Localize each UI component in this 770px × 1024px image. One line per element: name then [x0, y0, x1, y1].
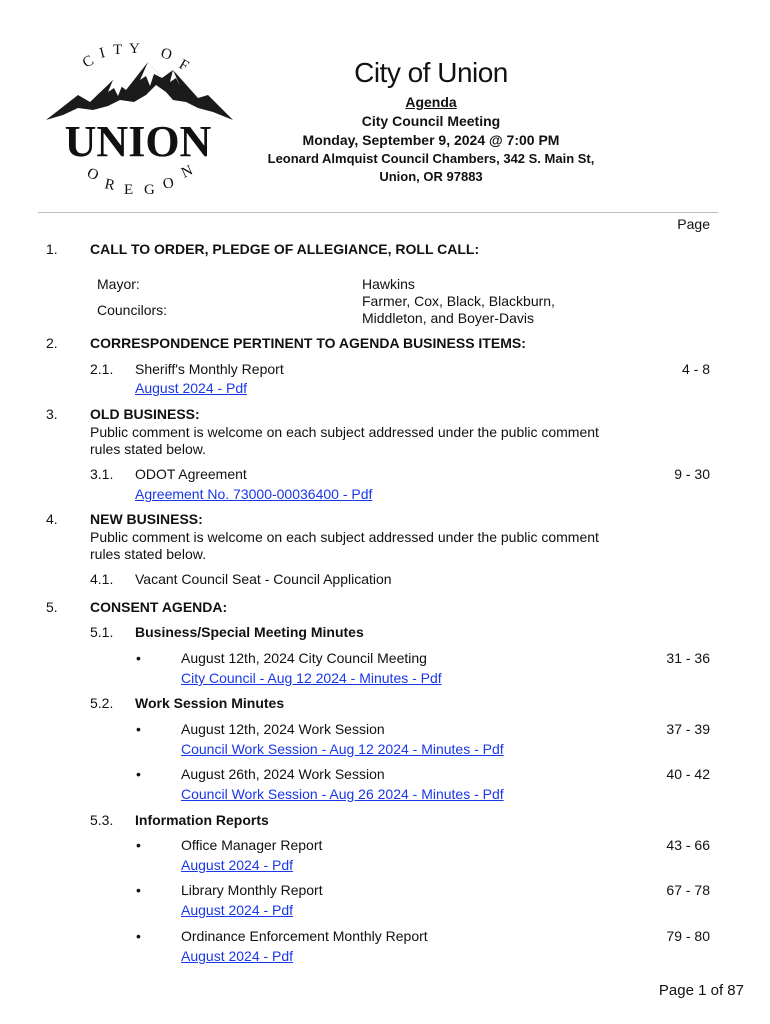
councilors-label: Councilors:	[97, 302, 168, 318]
section-description: rules stated below.	[90, 441, 206, 457]
logo-union-text: UNION	[64, 117, 212, 166]
item-link[interactable]: City Council - Aug 12 2024 - Minutes - Pdf	[181, 670, 442, 686]
mountain-logo-icon	[38, 40, 238, 210]
page-title: City of Union	[354, 57, 508, 88]
item-pages: 43 - 66	[666, 837, 710, 853]
item-label: Sheriff's Monthly Report	[135, 361, 284, 377]
svg-text:R: R	[103, 176, 117, 194]
bullet-icon: •	[136, 766, 141, 782]
section-description: Public comment is welcome on each subject addressed under the public comment	[90, 529, 599, 545]
item-pages: 9 - 30	[674, 466, 710, 482]
section-number: 2.	[46, 335, 58, 351]
svg-text:I: I	[97, 45, 107, 62]
bullet-icon: •	[136, 928, 141, 944]
section-title: NEW BUSINESS:	[90, 511, 203, 527]
bullet-icon: •	[136, 837, 141, 853]
councilors-value-line2: Middleton, and Boyer-Davis	[362, 310, 534, 326]
item-pages: 79 - 80	[666, 928, 710, 944]
item-number: 4.1.	[90, 571, 114, 587]
item-number: 3.1.	[90, 466, 114, 482]
bullet-icon: •	[136, 882, 141, 898]
item-link[interactable]: August 2024 - Pdf	[181, 948, 294, 964]
svg-text:F: F	[176, 56, 192, 75]
section-description: rules stated below.	[90, 546, 206, 562]
item-number: 5.3.	[90, 812, 114, 828]
meeting-name: City Council Meeting	[361, 113, 501, 129]
mayor-value: Hawkins	[362, 276, 415, 292]
section-number: 1.	[46, 241, 58, 257]
svg-text:G: G	[144, 182, 155, 198]
item-number: 5.2.	[90, 695, 114, 711]
section-title: CONSENT AGENDA:	[90, 599, 228, 615]
item-link[interactable]: Agreement No. 73000-00036400 - Pdf	[135, 486, 373, 502]
item-heading: Business/Special Meeting Minutes	[135, 624, 364, 640]
item-pages: 67 - 78	[666, 882, 710, 898]
page-column-header: Page	[677, 216, 710, 232]
item-label: August 12th, 2024 Work Session	[181, 721, 385, 737]
section-number: 5.	[46, 599, 58, 615]
section-description: Public comment is welcome on each subject addressed under the public comment	[90, 424, 599, 440]
svg-text:N: N	[178, 162, 196, 182]
item-pages: 37 - 39	[666, 721, 710, 737]
item-label: Vacant Council Seat - Council Application	[135, 571, 392, 587]
item-link[interactable]: Council Work Session - Aug 12 2024 - Minutes - Pdf	[181, 741, 504, 757]
section-number: 4.	[46, 511, 58, 527]
item-label: Office Manager Report	[181, 837, 323, 853]
item-label: August 12th, 2024 City Council Meeting	[181, 650, 427, 666]
item-heading: Information Reports	[135, 812, 269, 828]
item-link[interactable]: August 2024 - Pdf	[181, 902, 294, 918]
councilors-value-line1: Farmer, Cox, Black, Blackburn,	[362, 293, 555, 309]
item-label: August 26th, 2024 Work Session	[181, 766, 385, 782]
item-link[interactable]: August 2024 - Pdf	[181, 857, 294, 873]
item-link[interactable]: August 2024 - Pdf	[135, 380, 248, 396]
mayor-label: Mayor:	[97, 276, 140, 292]
item-number: 2.1.	[90, 361, 114, 377]
svg-text:Y: Y	[129, 41, 140, 57]
item-heading: Work Session Minutes	[135, 695, 285, 711]
meeting-date: Monday, September 9, 2024 @ 7:00 PM	[302, 132, 560, 148]
item-pages: 40 - 42	[666, 766, 710, 782]
svg-text:O: O	[84, 165, 101, 185]
svg-text:C: C	[80, 52, 97, 72]
item-number: 5.1.	[90, 624, 114, 640]
meeting-city: Union, OR 97883	[379, 169, 483, 184]
item-pages: 4 - 8	[681, 361, 710, 377]
item-link[interactable]: Council Work Session - Aug 26 2024 - Minutes - Pdf	[181, 786, 504, 802]
svg-text:E: E	[124, 182, 134, 198]
item-label: ODOT Agreement	[135, 466, 247, 482]
section-number: 3.	[46, 406, 58, 422]
page-number: Page 1 of 87	[658, 982, 744, 999]
svg-text:O: O	[158, 45, 174, 64]
bullet-icon: •	[136, 650, 141, 666]
agenda-heading: Agenda	[405, 94, 457, 110]
item-pages: 31 - 36	[666, 650, 710, 666]
city-logo	[38, 40, 238, 210]
svg-text:T: T	[113, 42, 123, 58]
section-title: CALL TO ORDER, PLEDGE OF ALLEGIANCE, ROLL CALL:	[90, 241, 480, 257]
bullet-icon: •	[136, 721, 141, 737]
header-divider	[38, 212, 718, 213]
section-title: OLD BUSINESS:	[90, 406, 200, 422]
item-label: Library Monthly Report	[181, 882, 323, 898]
item-label: Ordinance Enforcement Monthly Report	[181, 928, 428, 944]
meeting-location: Leonard Almquist Council Chambers, 342 S. Main St,	[267, 151, 595, 166]
svg-text:O: O	[161, 175, 176, 193]
section-title: CORRESPONDENCE PERTINENT TO AGENDA BUSINESS ITEMS:	[90, 335, 526, 351]
